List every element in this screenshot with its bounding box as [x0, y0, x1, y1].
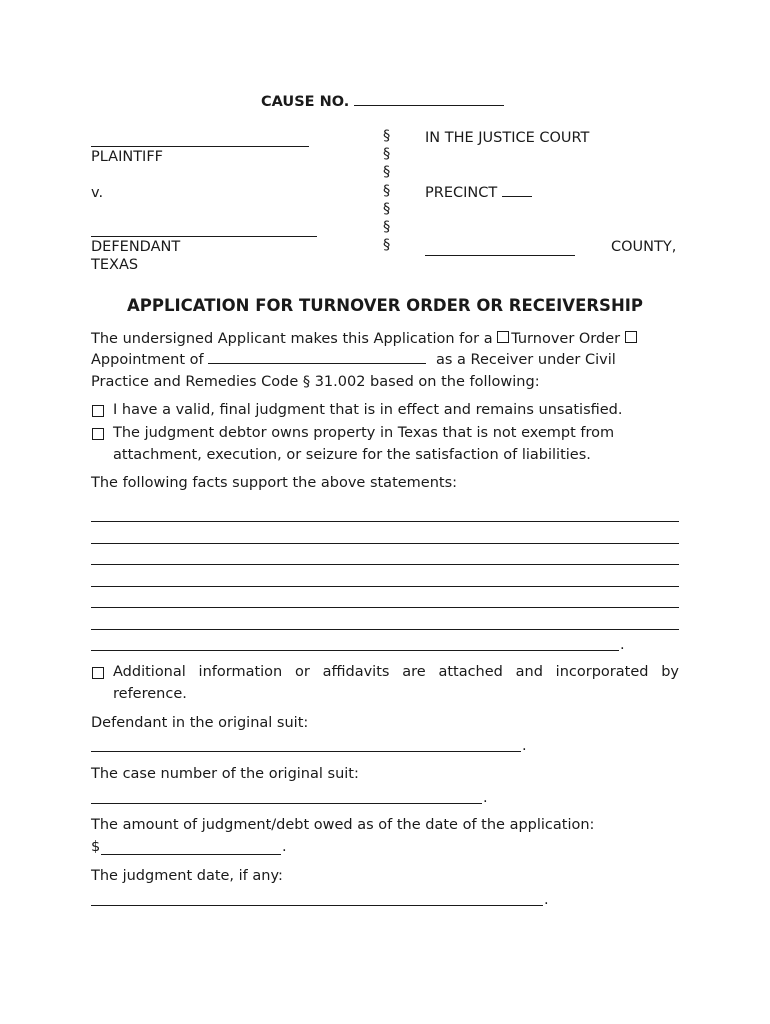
case-number-field[interactable]	[91, 803, 482, 804]
turnover-order-label: Turnover Order	[511, 331, 621, 347]
versus-label: v.	[91, 185, 104, 201]
section-symbol: §	[383, 200, 391, 217]
precinct-line	[425, 182, 532, 204]
statement-property	[91, 422, 679, 466]
section-symbol-column	[383, 127, 390, 254]
defendant-label: DEFENDANT	[91, 239, 181, 255]
appointment-label: Appointment of	[91, 352, 204, 368]
statement-valid-judgment	[91, 399, 679, 421]
document-title: APPLICATION FOR TURNOVER ORDER OR RECEIVERSHIP	[127, 296, 643, 315]
section-symbol: §	[383, 164, 391, 181]
defendant-original-label: Defendant in the original suit:	[91, 715, 309, 731]
amount-field[interactable]	[101, 854, 281, 855]
case-number-label: The case number of the original suit:	[91, 766, 359, 782]
amount-label: The amount of judgment/debt owed as of the date of the application:	[91, 817, 595, 833]
section-symbol: §	[383, 128, 391, 144]
plaintiff-label: PLAINTIFF	[91, 149, 164, 165]
section-symbol: §	[383, 219, 391, 236]
judgment-date-period: .	[544, 892, 549, 908]
turnover-order-checkbox[interactable]	[497, 331, 509, 343]
state-label: TEXAS	[91, 257, 139, 273]
judgment-date-field[interactable]	[91, 905, 543, 906]
judgment-date-label: The judgment date, if any:	[91, 868, 283, 884]
facts-line[interactable]	[91, 650, 619, 651]
facts-line[interactable]	[91, 521, 679, 522]
intro-text-3: as a Receiver under Civil Practice and Remedies Code § 31.002 based on the following:	[91, 352, 616, 390]
defendant-original-field[interactable]	[91, 751, 521, 752]
court-label: IN THE JUSTICE COURT	[425, 130, 590, 146]
precinct-label: PRECINCT	[425, 185, 498, 201]
facts-line[interactable]	[91, 586, 679, 587]
facts-line[interactable]	[91, 543, 679, 544]
receiver-checkbox[interactable]	[625, 331, 637, 343]
property-checkbox[interactable]	[92, 428, 104, 440]
amount-period: .	[282, 839, 287, 855]
case-number-period: .	[483, 790, 488, 806]
facts-label: The following facts support the above statements:	[91, 475, 458, 491]
facts-line[interactable]	[91, 607, 679, 608]
section-symbol: §	[383, 146, 391, 163]
precinct-field[interactable]	[502, 182, 532, 197]
intro-text-1: The undersigned Applicant makes this Application for a	[91, 331, 493, 347]
currency-symbol: $	[91, 839, 101, 855]
valid-judgment-checkbox[interactable]	[92, 405, 104, 417]
statement-text: The judgment debtor owns property in Texas that is not exempt from attachment, execution, or seizure for the satisfaction of liabilities.	[113, 425, 615, 463]
additional-info-text: Additional information or affidavits are attached and incorporated by reference.	[113, 664, 679, 702]
additional-info	[91, 661, 679, 705]
county-label: COUNTY,	[611, 239, 677, 255]
additional-info-checkbox[interactable]	[92, 667, 104, 679]
county-field[interactable]	[425, 255, 575, 256]
cause-number-label: CAUSE NO.	[261, 94, 350, 110]
defendant-original-period: .	[522, 738, 527, 754]
cause-number-field[interactable]	[354, 91, 504, 106]
section-symbol: §	[383, 182, 391, 199]
facts-line[interactable]	[91, 564, 679, 565]
section-symbol: §	[383, 237, 391, 254]
intro-line-1	[91, 328, 639, 350]
facts-period: .	[620, 637, 625, 653]
statement-text: I have a valid, final judgment that is in effect and remains unsatisfied.	[113, 402, 623, 418]
facts-line[interactable]	[91, 629, 679, 630]
cause-number-line	[261, 91, 504, 113]
